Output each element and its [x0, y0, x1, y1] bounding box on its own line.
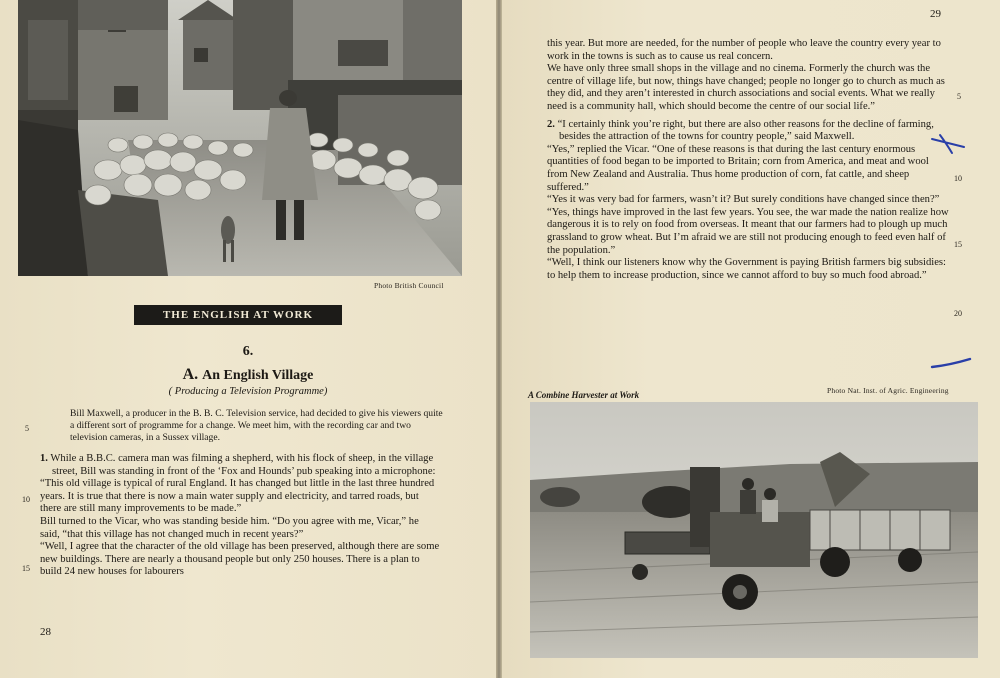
paragraph-number: 2.: [547, 118, 555, 130]
section-subtitle: ( Producing a Television Programme): [168, 386, 328, 397]
margin-line-number: 10: [22, 495, 30, 504]
paragraph: “Yes it was very bad for farmers, wasn’t it? But surely conditions have changed since then?”: [547, 194, 940, 206]
section-title-text: An English Village: [202, 368, 314, 383]
section-letter: A.: [182, 366, 199, 383]
margin-line-number: 10: [954, 174, 962, 183]
paragraph: “Yes,” replied the Vicar. “One of these reasons is that during the last century enormous quantities of food began to be imported to Britain; corn from America, and meat and wool from New Zealand and Australia. Thus home production of corn, fat cattle, and sheep suffered.”: [547, 143, 929, 193]
margin-line-number: 20: [954, 309, 962, 318]
paragraph: [40, 453, 440, 478]
chapter-number: 6.: [242, 344, 254, 359]
photo-credit: Photo Nat. Inst. of Agric. Engineering: [827, 386, 949, 395]
paragraph: “This old village is typical of rural England. It has changed but little in the last three hundred years. It is true that there is now a main water supply and electricity, and tarred roads, but there are still many improvements to be made.”: [40, 478, 435, 515]
paragraph: We have only three small shops in the village and no cinema. Formerly the church was the centre of village life, but now, things have changed; people no longer go to church as much as they did, and they aren’t interested in church associations and social events. What we really need is a community hall, which should become the centre of our social life.”: [547, 63, 945, 112]
paragraph-text: While a B.B.C. camera man was filming a shepherd, with his flock of sheep, in the village street, Bill was standing in front of the ‘Fox and Hounds’ pub speaking into a microphone:: [50, 453, 436, 477]
section-banner: THE ENGLISH AT WORK: [134, 305, 342, 325]
margin-line-number: 5: [957, 92, 961, 101]
page-number: 28: [40, 626, 51, 638]
paragraph: this year. But more are needed, for the number of people who leave the country every year to work in the towns is such as to cause us real concern.: [547, 38, 941, 62]
margin-line-number: 15: [954, 240, 962, 249]
photo-credit: Photo British Council: [374, 281, 444, 290]
paragraph-number: 1.: [40, 453, 48, 464]
photo-shepherd-with-sheep: [18, 0, 462, 276]
section-title: [0, 366, 496, 384]
photo-caption: A Combine Harvester at Work: [528, 390, 640, 400]
right-page: [502, 0, 1000, 678]
margin-line-number: 5: [25, 424, 29, 433]
paragraph: “Well, I think our listeners know why the Government is paying British farmers big subsidies: to help them to increase production, since we cannot afford to buy so much food abroad.”: [547, 257, 946, 281]
paragraph: Bill turned to the Vicar, who was standing beside him. “Do you agree with me, Vicar,” he said, “that this village has not changed much in recent years?”: [40, 515, 419, 540]
paragraph-text: “I certainly think you’re right, but there are also other reasons for the decline of farming, besides the attraction of the towns for country people,” said Maxwell.: [557, 118, 934, 143]
photo-combine-harvester: [530, 402, 978, 658]
paragraph: “Well, I agree that the character of the old village has been preserved, although there are some new buildings. There are nearly a thousand people but only 250 houses. There is a plan to build 24 new houses for labourers: [40, 541, 440, 578]
margin-line-number: 15: [22, 564, 30, 573]
left-body-text: [40, 453, 440, 579]
left-page: [0, 0, 496, 678]
page-number: 29: [930, 8, 941, 20]
paragraph: [547, 119, 949, 144]
intro-paragraph: Bill Maxwell, a producer in the B. B. C. Television service, had decided to give his viewers quite a different sort of programme for a change. We meet him, with the recording car and two television cameras, in a Sussex village.: [70, 408, 443, 443]
right-body-text: [547, 38, 949, 282]
paragraph: “Yes, things have improved in the last few years. You see, the war made the nation realize how dangerous it is to rely on food from overseas. It meant that our farmers had to plough up much grassland to grow wheat. But I’m afraid we are still not producing enough to feed even half of the population.”: [547, 206, 949, 256]
